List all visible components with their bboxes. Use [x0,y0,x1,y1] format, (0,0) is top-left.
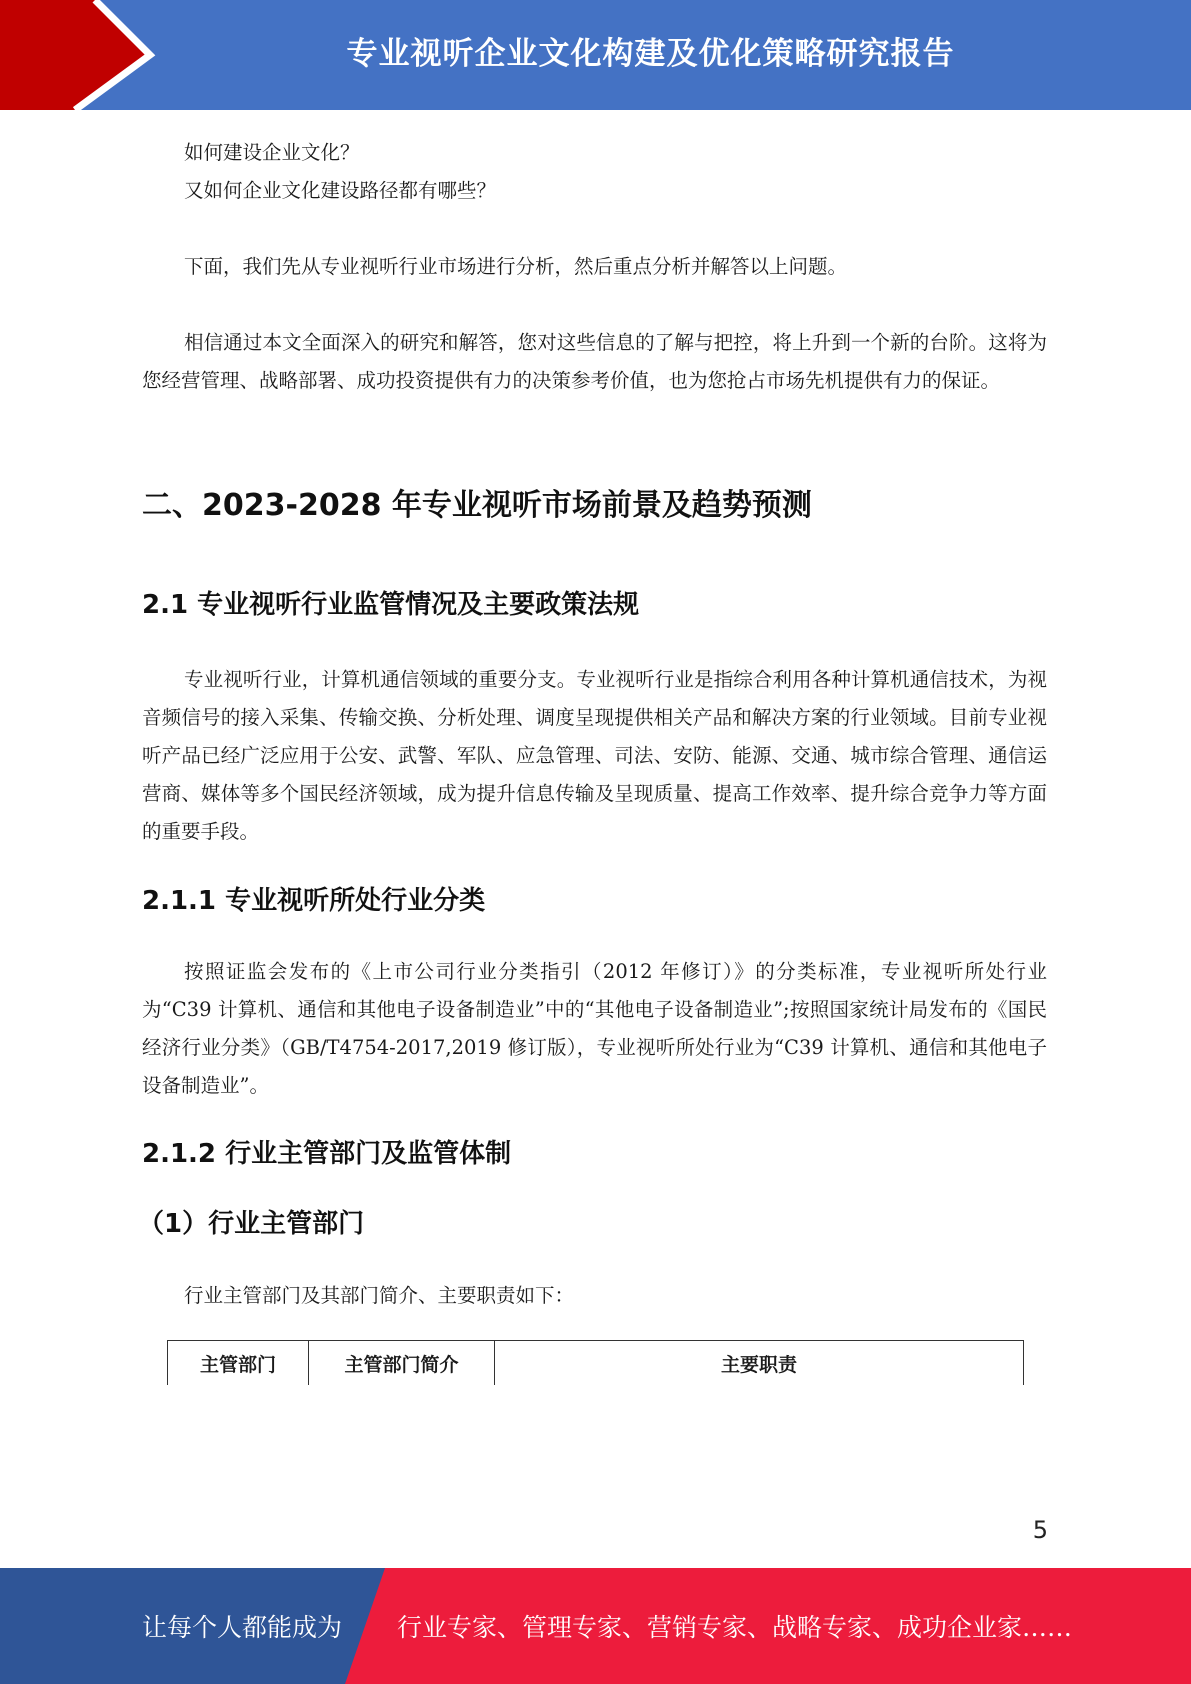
intro-paragraph-2: 相信通过本文全面深入的研究和解答，您对这些信息的了解与把控，将上升到一个新的台阶。这将为您经营管理、战略部署、成功投资提供有力的决策参考价值，也为您抢占市场先机提供有力的保证。 [142,331,1047,392]
section-2-1-heading: 2.1 专业视听行业监管情况及主要政策法规 [142,590,640,620]
section-2-1-1-paragraph: 按照证监会发布的《上市公司行业分类指引（2012 年修订）》的分类标准，专业视听所处行业为“C39 计算机、通信和其他电子设备制造业”中的“其他电子设备制造业”;按照国家统计局发布的《国民经济行业分类》（GB/T4754-2017,2019 修订版），专业视听所处行业为“C39 计算机、通信和其他电子设备制造业”。 [142,960,1047,1097]
department-table [167,1340,1024,1385]
page-number: 5 [1032,1516,1048,1544]
table-header-cell: 主要职责 [495,1341,1024,1386]
section-2-1-2-heading: 2.1.2 行业主管部门及监管体制 [142,1139,512,1169]
table-header-cell: 主管部门简介 [309,1341,495,1386]
page-header [0,0,1191,110]
section-2-1-paragraph: 专业视听行业，计算机通信领域的重要分支。专业视听行业是指综合利用各种计算机通信技术，为视音频信号的接入采集、传输交换、分析处理、调度呈现提供相关产品和解决方案的行业领域。目前专业视听产品已经广泛应用于公安、武警、军队、应急管理、司法、安防、能源、交通、城市综合管理、通信运营商、媒体等多个国民经济领域，成为提升信息传输及呈现质量、提高工作效率、提升综合竞争力等方面的重要手段。 [142,668,1047,843]
table-header-row [168,1341,1024,1386]
intro-question-2: 又如何企业文化建设路径都有哪些？ [184,179,497,202]
section-2-1-2-paragraph: 行业主管部门及其部门简介、主要职责如下： [184,1284,575,1307]
footer-slogan-left: 让每个人都能成为 [142,1613,343,1642]
intro-paragraph-1: 下面，我们先从专业视听行业市场进行分析，然后重点分析并解答以上问题。 [184,255,848,278]
footer-slogan-right: 行业专家、管理专家、营销专家、战略专家、成功企业家…… [397,1613,1073,1642]
section-2-heading: 二、2023-2028 年专业视听市场前景及趋势预测 [142,488,812,523]
header-title: 专业视听企业文化构建及优化策略研究报告 [346,35,955,72]
section-2-1-1-heading: 2.1.1 专业视听所处行业分类 [142,886,486,916]
table-header-cell: 主管部门 [168,1341,309,1386]
intro-question-1: 如何建设企业文化？ [184,141,360,164]
page-footer [0,1568,1191,1684]
subsection-heading-1: （1）行业主管部门 [138,1209,365,1239]
